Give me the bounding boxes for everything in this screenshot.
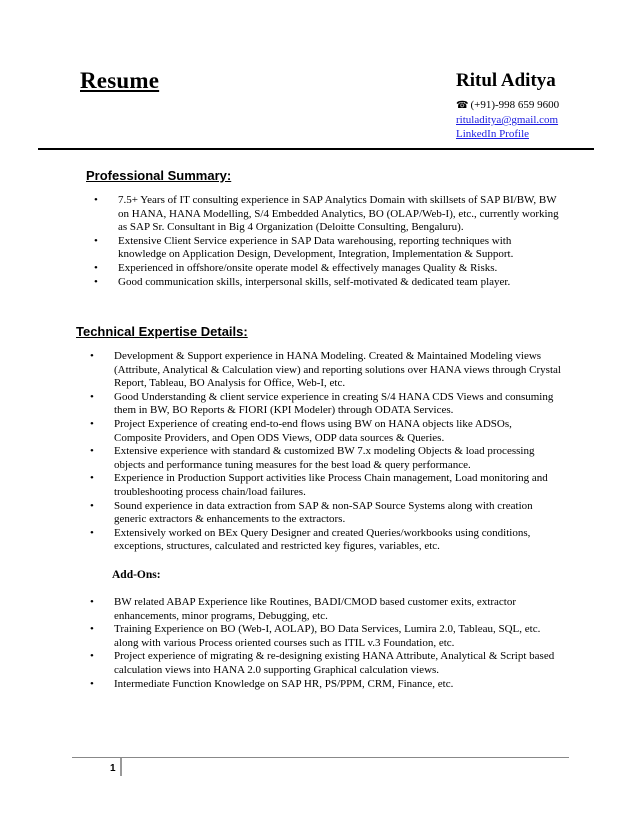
list-item — [88, 391, 562, 418]
bullet-icon: • — [90, 472, 94, 485]
summary-list — [92, 194, 562, 289]
bullet-icon: • — [90, 499, 94, 512]
list-item — [88, 678, 562, 692]
linkedin-link[interactable]: LinkedIn Profile — [456, 128, 530, 140]
bullet-icon: • — [90, 677, 94, 690]
list-item-text: Sound experience in data extraction from SAP & non-SAP Source Systems along with creation generic extractors & enhancements to the extractors. — [114, 499, 533, 526]
list-item — [88, 445, 562, 472]
bullet-icon: • — [90, 445, 94, 458]
list-item-text: Extensively worked on BEx Query Designer and created Queries/workbooks using conditions, exceptions, structures, calculated and restricted key figures, variables, etc. — [114, 526, 531, 553]
bullet-icon: • — [90, 623, 94, 636]
list-item — [88, 418, 562, 445]
list-item-text: Extensive Client Service experience in SAP Data warehousing, reporting techniques with knowledge on Application Design, Development, Integration, Implementation & Support. — [118, 234, 514, 261]
list-item-text: Training Experience on BO (Web-I, AOLAP), BO Data Services, Lumira 2.0, Tableau, SQL, etc. along with various Process oriented courses such as ITIL v.3 Foundation, etc. — [114, 623, 541, 649]
list-item — [88, 650, 562, 677]
list-item — [88, 500, 562, 527]
candidate-name: Ritul Aditya — [456, 70, 556, 91]
list-item — [92, 235, 562, 262]
list-item-text: Extensive experience with standard & customized BW 7.x modeling Objects & load processing objects and performance tuning measures for the best load & query performance. — [114, 445, 535, 471]
bullet-icon: • — [90, 390, 94, 403]
list-item — [88, 350, 562, 391]
list-item — [88, 472, 562, 499]
list-item-text: Good Understanding & client service experience in creating S/4 HANA CDS Views and consuming them in BW, BO Reports & FIORI (KPI Modeler) through ODATA Services. — [114, 390, 554, 417]
bullet-icon: • — [90, 596, 94, 608]
list-item-text: Intermediate Function Knowledge on SAP HR, PS/PPM, CRM, Finance, etc. — [114, 677, 454, 690]
professional-summary-heading: Professional Summary: — [86, 168, 232, 183]
bullet-icon: • — [94, 275, 98, 288]
addons-heading: Add-Ons: — [112, 569, 161, 581]
technical-list — [88, 350, 562, 554]
list-item — [92, 194, 562, 235]
email-link[interactable]: rituladitya@gmail.com — [456, 114, 559, 126]
list-item-text: Good communication skills, interpersonal skills, self-motivated & dedicated team player. — [118, 275, 511, 288]
bullet-icon: • — [90, 350, 94, 362]
phone-line — [456, 98, 631, 113]
bullet-icon: • — [94, 261, 98, 274]
list-item — [92, 262, 562, 276]
bullet-icon: • — [90, 650, 94, 663]
list-item-text: Project experience of migrating & re-designing existing HANA Attribute, Analytical & Script based calculation views into HANA 2.0 supporting Graphical calculation views. — [114, 650, 555, 676]
list-item-text: 7.5+ Years of IT consulting experience in SAP Analytics Domain with skillsets of SAP BI/BW, BW on HANA, HANA Modelling, S/4 Embedded Analytics, BO (OLAP/Web-I), etc., currently working as SAP Sr. Consultant in Big 4 Organization (Deloitte Consulting, Bengaluru). — [118, 194, 559, 234]
resume-title: Resume — [80, 68, 160, 93]
bullet-icon: • — [94, 194, 98, 206]
list-item — [88, 623, 562, 650]
technical-expertise-heading: Technical Expertise Details: — [76, 324, 248, 339]
list-item-text: Project Experience of creating end-to-end flows using BW on HANA objects like ADSOs, Composite Providers, and Open ODS Views, ODP data sources & Queries. — [114, 417, 512, 444]
list-item-text: BW related ABAP Experience like Routines, BADI/CMOD based customer exits, extractor enhancements, minor programs, Debugging, etc. — [114, 596, 517, 622]
list-item — [88, 527, 562, 554]
contact-block — [456, 70, 631, 141]
footer-divider — [72, 757, 569, 758]
bullet-icon: • — [90, 526, 94, 539]
list-item-text: Experienced in offshore/onsite operate model & effectively manages Quality & Risks. — [118, 261, 498, 274]
addons-list — [88, 596, 562, 691]
header-divider — [38, 148, 594, 150]
list-item — [88, 596, 562, 623]
page-number-divider — [120, 758, 122, 776]
list-item-text: Experience in Production Support activities like Process Chain management, Load monitoring and troubleshooting process chain/load failures. — [114, 472, 548, 498]
bullet-icon: • — [94, 234, 98, 247]
phone-number: (+91)-998 659 9600 — [470, 99, 560, 111]
list-item — [92, 276, 562, 290]
page-number: 1 — [110, 763, 116, 774]
bullet-icon: • — [90, 417, 94, 430]
phone-icon: ☎ — [456, 100, 469, 111]
list-item-text: Development & Support experience in HANA Modeling. Created & Maintained Modeling views (Attribute, Analytical & Calculation view) and reporting solutions over HANA views through Crystal Report, Tableau, BO Analysis for Office, Web-I, etc. — [114, 350, 561, 390]
